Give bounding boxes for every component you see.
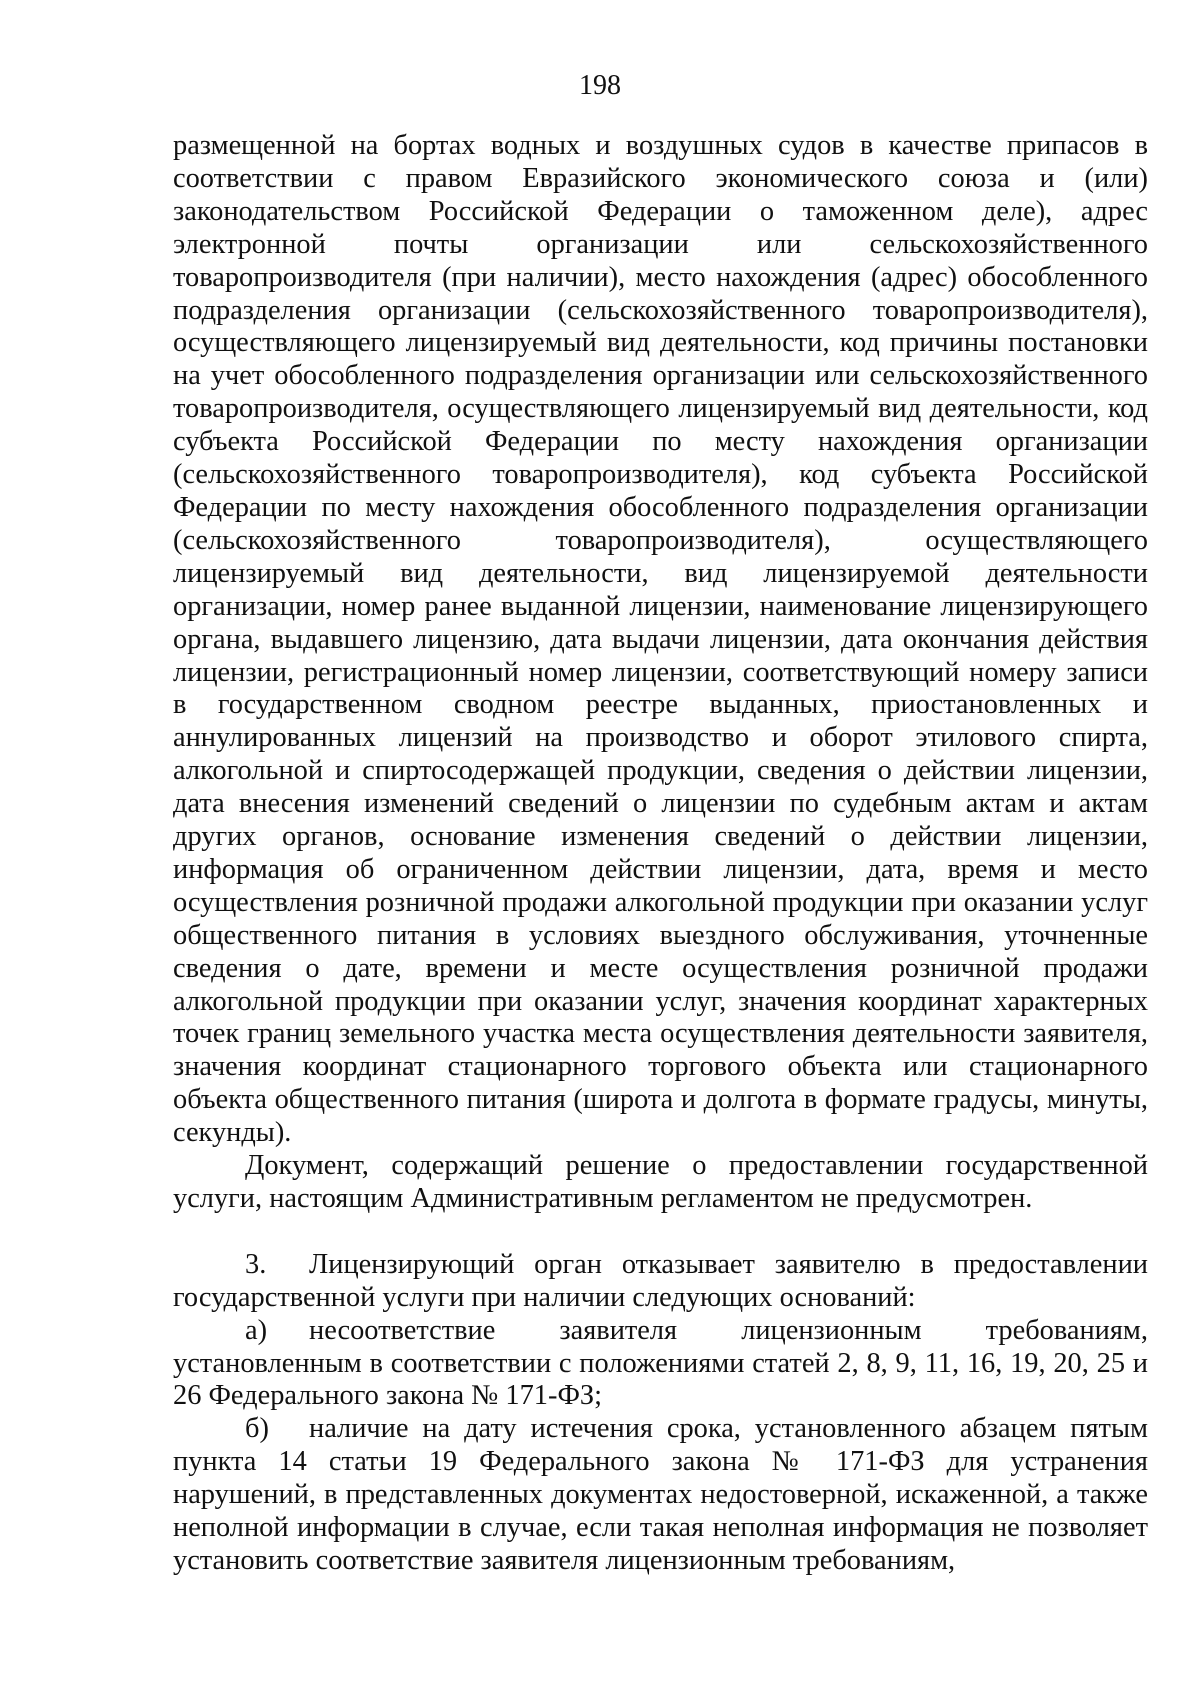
paragraph-spacer — [173, 1216, 1148, 1249]
subitem-label: а) — [245, 1314, 268, 1346]
paragraph-item-3 — [173, 1249, 1148, 1315]
subitem-text: наличие на дату истечения срока, установленного абзацем пятым пункта 14 статьи 19 Федерального закона № 171-ФЗ для устранения нарушений, в представленных документах недостоверной, искаженной, а также неполной информации в случае, если такая неполная информация не позволяет установить соответствие заявителя лицензионным требованиям, — [173, 1413, 1148, 1576]
item-text: Лицензирующий орган отказывает заявителю в предоставлении государственной услуги при наличии следующих оснований: — [173, 1248, 1148, 1313]
paragraph-subitem-b — [173, 1413, 1148, 1578]
paragraph-continuation: размещенной на бортах водных и воздушных судов в качестве припасов в соответствии с правом Евразийского экономического союза и (или) законодательством Российской Федерации о таможенном деле), адрес электронной почты организации или сельскохозяйственного товаропроизводителя (при наличии), место нахождения (адрес) обособленного подразделения организации (сельскохозяйственного товаропроизводителя), осуществляющего лицензируемый вид деятельности, код причины постановки на учет обособленного подразделения организации или сельскохозяйственного товаропроизводителя, осуществляющего лицензируемый вид деятельности, код субъекта Российской Федерации по месту нахождения организации (сельскохозяйственного товаропроизводителя), код субъекта Российской Федерации по месту нахождения обособленного подразделения организации (сельскохозяйственного товаропроизводителя), осуществляющего лицензируемый вид деятельности, вид лицензируемой деятельности организации, номер ранее выданной лицензии, наименование лицензирующего органа, выдавшего лицензию, дата выдачи лицензии, дата окончания действия лицензии, регистрационный номер лицензии, соответствующий номеру записи в государственном сводном реестре выданных, приостановленных и аннулированных лицензий на производство и оборот этилового спирта, алкогольной и спиртосодержащей продукции, сведения о действии лицензии, дата внесения изменений сведений о лицензии по судебным актам и актам других органов, основание изменения сведений о действии лицензии, информация об ограниченном действии лицензии, дата, время и место осуществления розничной продажи алкогольной продукции при оказании услуг общественного питания в условиях выездного обслуживания, уточненные сведения о дате, времени и месте осуществления розничной продажи алкогольной продукции при оказании услуг, значения координат характерных точек границ земельного участка места осуществления деятельности заявителя, значения координат стационарного торгового объекта или стационарного объекта общественного питания (широта и долгота в формате градусы, минуты, секунды). — [173, 130, 1148, 1149]
subitem-text: несоответствие заявителя лицензионным требованиям, установленным в соответствии с положениями статей 2, 8, 9, 11, 16, 19, 20, 25 и 26 Федерального закона № 171-ФЗ; — [173, 1314, 1148, 1412]
paragraph-document-decision: Документ, содержащий решение о предоставлении государственной услуги, настоящим Административным регламентом не предусмотрен. — [173, 1150, 1148, 1214]
document-body — [173, 130, 1148, 1578]
page-number: 198 — [579, 70, 621, 101]
subitem-label: б) — [245, 1413, 269, 1445]
item-number: 3. — [245, 1248, 267, 1280]
paragraph-subitem-a — [173, 1315, 1148, 1414]
